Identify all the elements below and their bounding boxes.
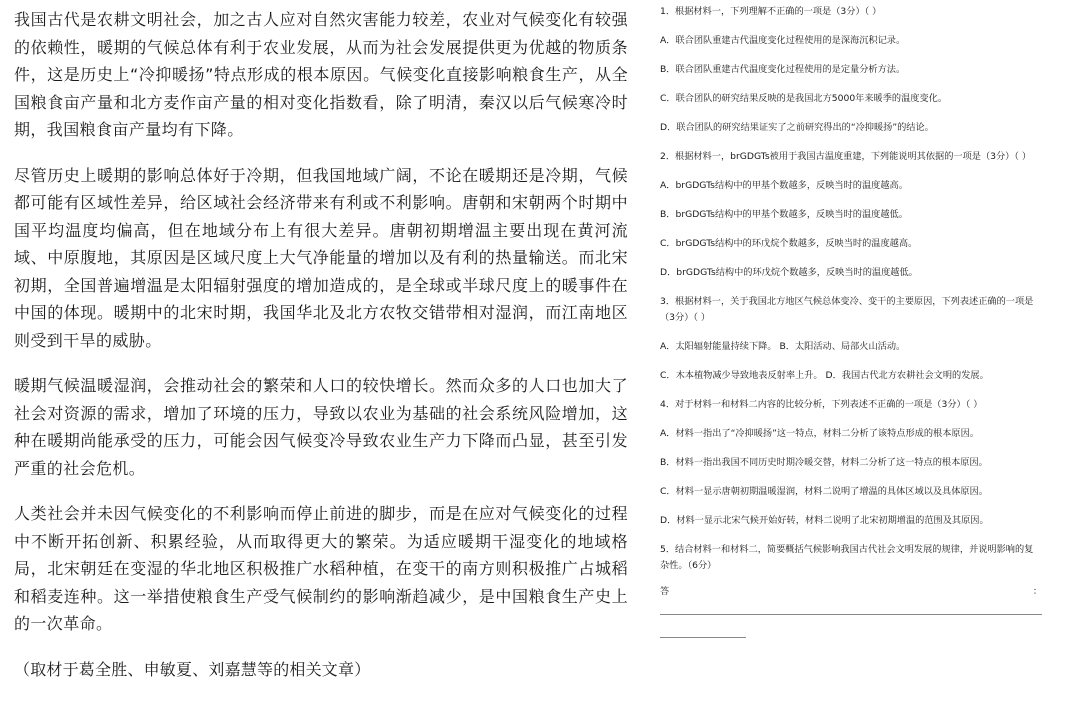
answer-label: 答 (660, 586, 670, 597)
questions-column (660, 0, 1042, 638)
question-4-option-b: B．材料一指出我国不同历史时期冷暖交替，材料二分析了这一特点的根本原因。 (660, 457, 988, 468)
question-4-stem: 4．对于材料一和材料二内容的比较分析，下列表述不正确的一项是（3分）（ ） (660, 399, 983, 410)
question-3-stem: 3．根据材料一，关于我国北方地区气候总体变冷、变干的主要原因，下列表述正确的一项是（3分）（ ） (660, 296, 1034, 323)
question-4-option-d: D．材料一显示北宋气候开始好转，材料二说明了北宋初期增温的范围及其原因。 (660, 515, 989, 526)
passage-paragraph-3: 暖期气候温暖湿润，会推动社会的繁荣和人口的较快增长。然而众多的人口也加大了社会对资源的需求，增加了环境的压力，导致以农业为基础的社会系统风险增加，这种在暖期尚能承受的压力，可能会因气候变冷导致农业生产力下降而凸显，甚至引发严重的社会危机。 (14, 376, 628, 478)
question-1-stem: 1．根据材料一，下列理解不正确的一项是（3分）（ ） (660, 6, 882, 17)
question-3-options-cd: C．木本植物减少导致地表反射率上升。 D．我国古代北方农耕社会文明的发展。 (660, 370, 989, 381)
passage-column (14, 6, 628, 701)
passage-source: （取材于葛全胜、申敏夏、刘嘉慧等的相关文章） (14, 659, 371, 679)
passage-paragraph-1: 我国古代是农耕文明社会，加之古人应对自然灾害能力较差，农业对气候变化有较强的依赖性，暖期的气候总体有利于农业发展，从而为社会发展提供更为优越的物质条件，这是历史上“冷抑暖扬”特点形成的根本原因。气候变化直接影响粮食生产，从全国粮食亩产量和北方麦作亩产量的相对变化指数看，除了明清，秦汉以后气候寒冷时期，我国粮食亩产量均有下降。 (14, 10, 628, 139)
question-2-stem: 2．根据材料一，brGDGTs被用于我国古温度重建，下列能说明其依据的一项是（3分）（ ） (660, 151, 1032, 162)
question-1-option-a: A．联合团队重建古代温度变化过程使用的是深海沉积记录。 (660, 35, 906, 46)
question-1-option-d: D．联合团队的研究结果证实了之前研究得出的“冷抑暖扬”的结论。 (660, 122, 934, 133)
question-2-option-d: D．brGDGTs结构中的环戊烷个数越多，反映当时的温度越低。 (660, 267, 918, 278)
answer-line-1[interactable] (660, 614, 1042, 615)
question-2-option-b: B．brGDGTs结构中的甲基个数越多，反映当时的温度越低。 (660, 209, 908, 220)
question-5-stem: 5．结合材料一和材料二，简要概括气候影响我国古代社会文明发展的规律，并说明影响的复杂性。（6分） (660, 544, 1034, 571)
question-3-options-ab: A．太阳辐射能量持续下降。 B．太阳活动、局部火山活动。 (660, 341, 906, 352)
passage-paragraph-4: 人类社会并未因气候变化的不利影响而停止前进的脚步，而是在应对气候变化的过程中不断开拓创新、积累经验，从而取得更大的繁荣。为适应暖期干湿变化的地域格局，北宋朝廷在变湿的华北地区积极推广水稻种植，在变干的南方则积极推广占城稻和稻麦连种。这一举措使粮食生产受气候制约的影响渐趋减少，是中国粮食生产史上的一次革命。 (14, 504, 628, 633)
question-1-option-c: C．联合团队的研究结果反映的是我国北方5000年来暖季的温度变化。 (660, 93, 948, 104)
passage-paragraph-2: 尽管历史上暖期的影响总体好于冷期，但我国地域广阔，不论在暖期还是冷期，气候都可能有区域性差异，给区域社会经济带来有利或不利影响。唐朝和宋朝两个时期中国平均温度均偏高，但在地域分布上有很大差异。唐朝初期增温主要出现在黄河流域、中原腹地，其原因是区域尺度上大气净能量的增加以及有利的热量输送。而北宋初期，全国普遍增温是太阳辐射强度的增加造成的，是全球或半球尺度上的暖事件在中国的体现。暖期中的北宋时期，我国华北及北方农牧交错带相对湿润，而江南地区则受到干旱的威胁。 (14, 165, 628, 350)
answer-row (660, 584, 1042, 600)
question-2-option-a: A．brGDGTs结构中的甲基个数越多，反映当时的温度越高。 (660, 180, 908, 191)
question-1-option-b: B．联合团队重建古代温度变化过程使用的是定量分析方法。 (660, 64, 906, 75)
question-2-option-c: C．brGDGTs结构中的环戊烷个数越多，反映当时的温度越高。 (660, 238, 918, 249)
answer-line-2[interactable] (660, 637, 746, 638)
answer-colon: ： (1032, 586, 1042, 597)
question-4-option-a: A．材料一指出了“冷抑暖扬”这一特点，材料二分析了该特点形成的根本原因。 (660, 428, 979, 439)
question-4-option-c: C．材料一显示唐朝初期温暖湿润，材料二说明了增温的具体区域以及具体原因。 (660, 486, 988, 497)
